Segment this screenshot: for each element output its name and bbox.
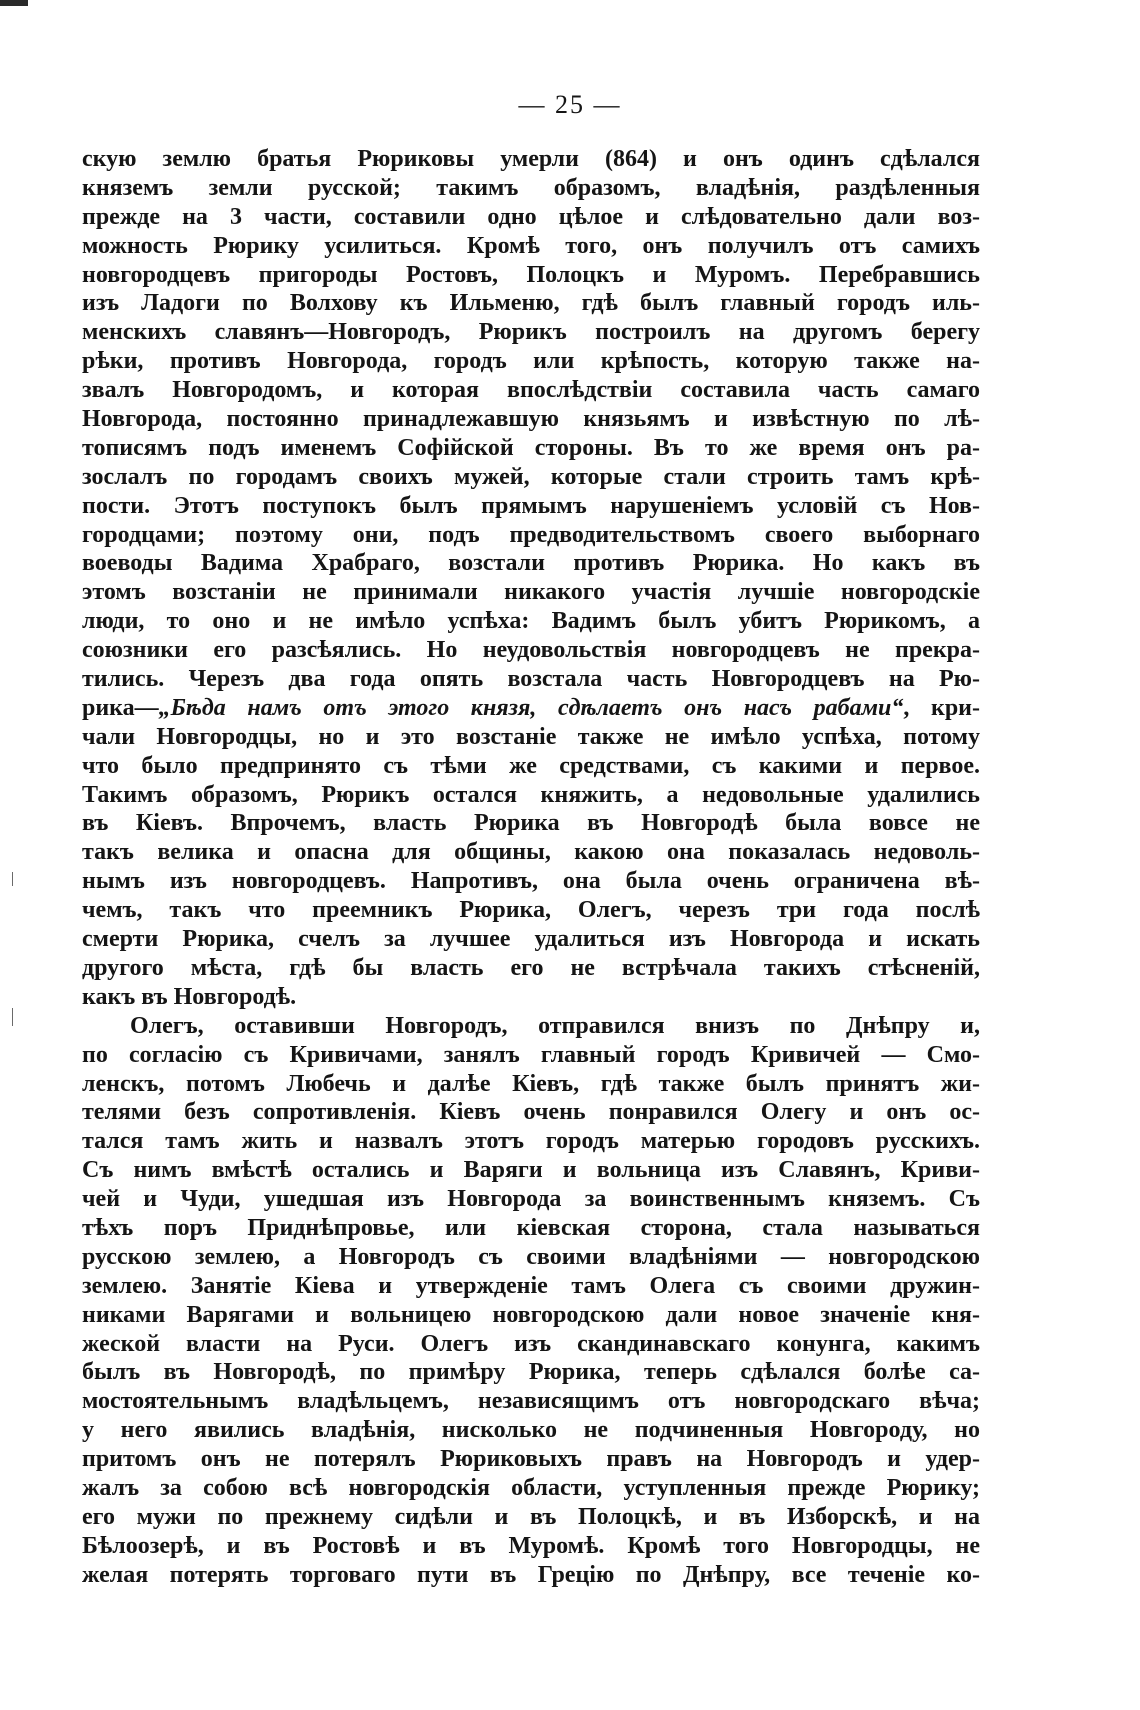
text-line: у него явились владѣнія, нисколько не подчиненныя Новгороду, но: [82, 1417, 980, 1444]
text-line: его мужи по прежнему сидѣли и въ Полоцкѣ, и въ Изборскѣ, и на: [82, 1503, 980, 1530]
quote-text: „Бѣда намъ отъ этого князя, сдѣлаетъ онъ насъ рабами“: [158, 694, 904, 721]
quote-pre: рика—: [82, 694, 159, 721]
text-line: тался тамъ жить и назвалъ этотъ городъ матерью городовъ русскихъ.: [82, 1128, 980, 1155]
text-line: что было предпринято съ тѣми же средствами, съ какими и первое.: [82, 752, 980, 779]
text-line: княземъ земли русской; такимъ образомъ, владѣнія, раздѣленныя: [82, 174, 980, 201]
text-line: этомъ возстаніи не принимали никакого участія лучшіе новгородскіе: [82, 579, 980, 606]
text-line: рѣки, противъ Новгорода, городъ или крѣпость, которую также на-: [82, 348, 980, 375]
text-line: люди, то оно и не имѣло успѣха: Вадимъ былъ убитъ Рюрикомъ, а: [82, 608, 980, 635]
paragraph-2: [82, 1012, 980, 1590]
text-line: менскихъ славянъ—Новгородъ, Рюрикъ построилъ на другомъ берегу: [82, 319, 980, 346]
text-line: русскою землею, а Новгородъ съ своими владѣніями — новгородскою: [82, 1243, 980, 1270]
text-line: тѣхъ поръ Приднѣпровье, или кіевская сторона, стала называться: [82, 1214, 980, 1241]
text-line: нымъ изъ новгородцевъ. Напротивъ, она была очень ограничена вѣ-: [82, 868, 980, 895]
text-line: чемъ, такъ что преемникъ Рюрика, Олегъ, черезъ три года послѣ: [82, 897, 980, 924]
text-line: зослалъ по городамъ своихъ мужей, которые стали строить тамъ крѣ-: [82, 463, 980, 490]
margin-mark: [12, 872, 13, 886]
text-line: смерти Рюрика, счелъ за лучшее удалиться изъ Новгорода и искать: [82, 926, 980, 953]
text-line: чали Новгородцы, но и это возстаніе также не имѣло успѣха, потому: [82, 723, 980, 750]
text-line: Олегъ, оставивши Новгородъ, отправился внизъ по Днѣпру и,: [130, 1012, 980, 1039]
text-line: Бѣлоозерѣ, и въ Ростовѣ и въ Муромѣ. Кромѣ того Новгородцы, не: [82, 1532, 980, 1559]
text-line: былъ въ Новгородѣ, по примѣру Рюрика, теперь сдѣлался болѣе са-: [82, 1359, 980, 1386]
text-line: прежде на 3 части, составили одно цѣлое и слѣдовательно дали воз-: [82, 203, 980, 230]
text-line: звалъ Новгородомъ, и которая впослѣдствіи составила часть самаго: [82, 377, 980, 404]
text-line: тописямъ подъ именемъ Софійской стороны. Въ то же время онъ ра-: [82, 434, 980, 461]
text-line: пости. Этотъ поступокъ былъ прямымъ нарушеніемъ условій съ Нов-: [82, 492, 980, 519]
text-line: ленскъ, потомъ Любечь и далѣе Кіевъ, гдѣ также былъ принятъ жи-: [82, 1070, 980, 1097]
text-line: жалъ за собою всѣ новгородскія области, уступленныя прежде Рюрику;: [82, 1474, 980, 1501]
text-line: Такимъ образомъ, Рюрикъ остался княжить, а недовольные удалились: [82, 781, 980, 808]
text-line: телями безъ сопротивленія. Кіевъ очень понравился Олегу и онъ ос-: [82, 1099, 980, 1126]
margin-mark: [12, 1008, 13, 1026]
text-line: желая потерять торговаго пути въ Грецію по Днѣпру, все теченіе ко-: [82, 1561, 980, 1588]
text-line: Новгорода, постоянно принадлежавшую князьямъ и извѣстную по лѣ-: [82, 406, 980, 433]
quote-line: [82, 694, 980, 723]
quote-post: , кри-: [903, 694, 980, 721]
text-line: по согласію съ Кривичами, занялъ главный городъ Кривичей — Смо-: [82, 1041, 980, 1068]
text-line: землею. Занятіе Кіева и утвержденіе тамъ Олега съ своими дружин-: [82, 1272, 980, 1299]
text-line: какъ въ Новгородѣ.: [82, 983, 297, 1010]
body-text: [82, 145, 980, 1590]
text-line: чей и Чуди, ушедшая изъ Новгорода за воинственнымъ княземъ. Съ: [82, 1186, 980, 1213]
text-line: такъ велика и опасна для общины, какою она показалась недоволь-: [82, 839, 980, 866]
paragraph-1-continued: [82, 723, 980, 1012]
text-line: другого мѣста, гдѣ бы власть его не встрѣчала такихъ стѣсненій,: [82, 954, 980, 981]
scan-corner-mark: [0, 0, 28, 6]
page-number: — 25 —: [518, 90, 622, 119]
text-line: мостоятельнымъ владѣльцемъ, независящимъ отъ новгородскаго вѣча;: [82, 1388, 980, 1415]
paragraph-1: [82, 145, 980, 694]
text-line: скую землю братья Рюриковы умерли (864) и онъ одинъ сдѣлался: [82, 146, 980, 172]
text-line: никами Варягами и вольницею новгородскою дали новое значеніе кня-: [82, 1301, 980, 1328]
text-line: союзники его разсѣялись. Но неудовольствія новгородцевъ не прекра-: [82, 637, 980, 664]
text-line: новгородцевъ пригороды Ростовъ, Полоцкъ и Муромъ. Перебравшись: [82, 261, 980, 288]
text-line: въ Кіевъ. Впрочемъ, власть Рюрика въ Новгородѣ была вовсе не: [82, 810, 980, 837]
text-line: изъ Ладоги по Волхову къ Ильменю, гдѣ былъ главный городъ иль-: [82, 290, 980, 317]
text-line: Съ нимъ вмѣстѣ остались и Варяги и вольница изъ Славянъ, Криви-: [82, 1157, 980, 1184]
text-line: воеводы Вадима Храбраго, возстали противъ Рюрика. Но какъ въ: [82, 550, 980, 577]
text-line: жеской власти на Руси. Олегъ изъ скандинавскаго конунга, какимъ: [82, 1330, 980, 1357]
text-line: притомъ онъ не потерялъ Рюриковыхъ правъ на Новгородъ и удер-: [82, 1446, 980, 1473]
text-line: тились. Черезъ два года опять возстала часть Новгородцевъ на Рю-: [82, 666, 980, 693]
text-line: можность Рюрику усилиться. Кромѣ того, онъ получилъ отъ самихъ: [82, 232, 980, 259]
text-line: городцами; поэтому они, подъ предводительствомъ своего выборнаго: [82, 521, 980, 548]
